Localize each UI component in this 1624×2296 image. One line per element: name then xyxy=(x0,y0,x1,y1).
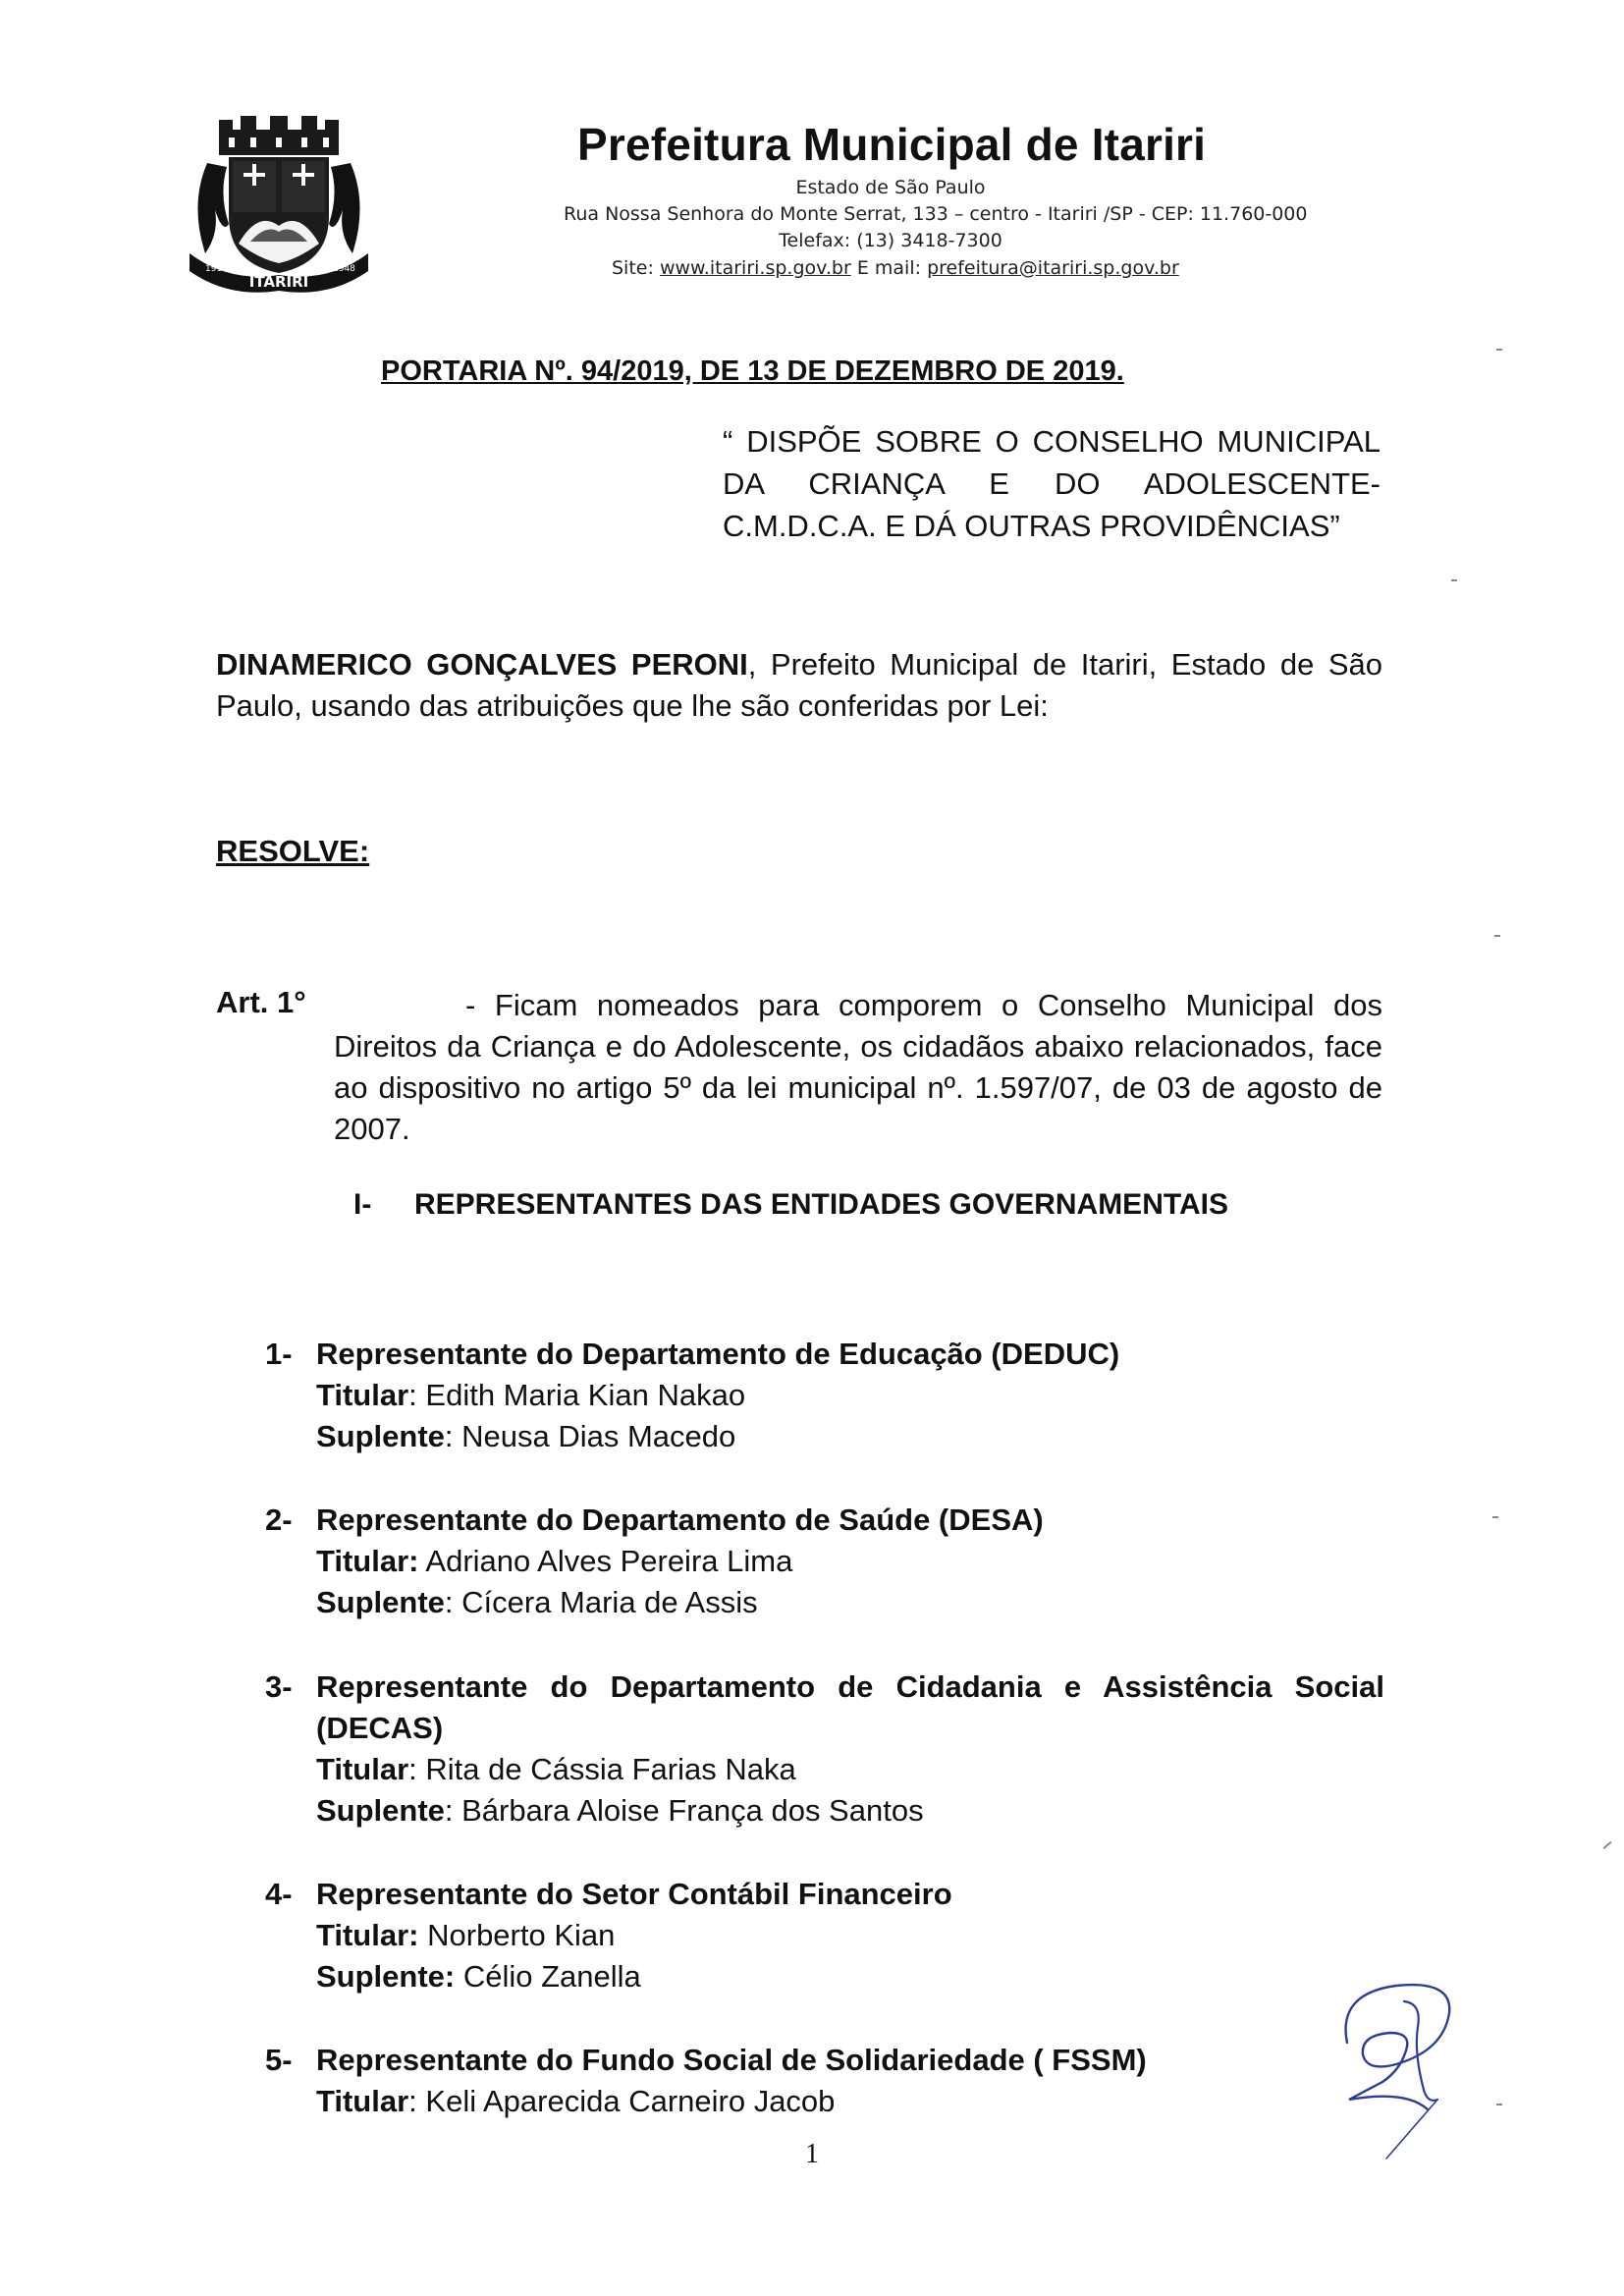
email-link[interactable]: prefeitura@itariri.sp.gov.br xyxy=(927,257,1179,279)
scan-speck xyxy=(1603,1841,1612,1849)
letterhead-state: Estado de São Paulo xyxy=(795,177,986,198)
item-number: 1- xyxy=(265,1337,293,1371)
item-titular xyxy=(316,1375,1384,1416)
item-heading: Representante do Departamento de Educação (DEDUC) xyxy=(316,1337,1120,1371)
list-item xyxy=(265,1334,1384,1457)
titular-name: : Rita de Cássia Farias Naka xyxy=(408,1752,796,1786)
titular-name: : Edith Maria Kian Nakao xyxy=(408,1378,746,1412)
email-label: E mail: xyxy=(856,257,922,279)
article-1-text xyxy=(216,985,1382,1150)
article-1-label: Art. 1° xyxy=(216,985,306,1019)
titular-label: Titular xyxy=(316,1378,409,1412)
titular-label: Titular xyxy=(316,1752,409,1786)
mayor-name: DINAMERICO GONÇALVES PERONI xyxy=(216,647,748,682)
letterhead-phone: Telefax: (13) 3418-7300 xyxy=(779,230,1002,251)
letterhead-address: Rua Nossa Senhora do Monte Serrat, 133 – centro - Itariri /SP - CEP: 11.760-000 xyxy=(564,203,1308,225)
scan-speck xyxy=(1492,1516,1498,1518)
item-titular xyxy=(316,1749,1384,1790)
item-titular xyxy=(316,1915,1384,1956)
preamble xyxy=(216,644,1382,727)
suplente-name: : Cícera Maria de Assis xyxy=(444,1585,758,1619)
item-heading: Representante do Departamento de Cidadania e Assistência Social (DECAS) xyxy=(316,1669,1384,1745)
item-number: 5- xyxy=(265,2043,293,2077)
titular-label: Titular xyxy=(316,2084,409,2118)
item-titular xyxy=(316,1541,1384,1582)
item-suplente xyxy=(316,1416,1384,1457)
suplente-name: Célio Zanella xyxy=(455,1959,641,1994)
resolve-heading: RESOLVE: xyxy=(216,834,370,868)
list-item xyxy=(265,1500,1384,1623)
scan-speck xyxy=(1451,579,1457,581)
list-item xyxy=(265,1874,1384,1997)
portaria-title: PORTARIA Nº. 94/2019, DE 13 DE DEZEMBRO DE 2019. xyxy=(381,355,1124,387)
titular-name: : Keli Aparecida Carneiro Jacob xyxy=(408,2084,836,2118)
article-1-body: - Ficam nomeados para comporem o Conselho Municipal dos Direitos da Criança e do Adolescente, os cidadãos abaixo relacionados, face ao dispositivo no artigo 5º da lei municipal nº. 1.597/07, de 03 de agosto de 2007. xyxy=(334,988,1382,1146)
item-titular xyxy=(316,2081,1384,2122)
site-label: Site: xyxy=(612,257,654,279)
section-title: REPRESENTANTES DAS ENTIDADES GOVERNAMENTAIS xyxy=(414,1188,1228,1221)
scan-speck xyxy=(1494,935,1500,937)
site-link[interactable]: www.itariri.sp.gov.br xyxy=(659,257,851,279)
titular-name: Adriano Alves Pereira Lima xyxy=(418,1544,793,1578)
scan-speck xyxy=(1496,2104,1502,2105)
letterhead-title: Prefeitura Municipal de Itariri xyxy=(577,119,1207,170)
suplente-name: : Neusa Dias Macedo xyxy=(444,1419,736,1453)
crest-year-left: 1912 xyxy=(205,264,228,274)
suplente-label: Suplente xyxy=(316,1585,445,1619)
suplente-name: : Bárbara Aloise França dos Santos xyxy=(444,1793,924,1828)
titular-name: Norberto Kian xyxy=(418,1918,616,1952)
item-number: 4- xyxy=(265,1877,293,1911)
list-item xyxy=(265,2040,1384,2122)
suplente-label: Suplente xyxy=(316,1793,445,1828)
preamble-text: , Prefeito Municipal de Itariri, Estado de São Paulo, usando das atribuições que lhe são conferidas por Lei: xyxy=(216,647,1382,723)
item-suplente xyxy=(316,1790,1384,1831)
crest-ribbon-text: ITARIRI xyxy=(248,273,309,291)
municipal-crest-logo xyxy=(189,116,368,295)
letterhead-contacts xyxy=(612,257,1179,279)
handwritten-signature xyxy=(1327,1974,1465,2160)
suplente-label: Suplente xyxy=(316,1419,445,1453)
suplente-label: Suplente: xyxy=(316,1959,456,1994)
section-number: I- xyxy=(353,1188,372,1221)
ementa: “ DISPÕE SOBRE O CONSELHO MUNICIPAL DA CRIANÇA E DO ADOLESCENTE- C.M.D.C.A. E DÁ OUTRAS PROVIDÊNCIAS” xyxy=(723,424,1380,543)
item-heading: Representante do Fundo Social de Solidariedade ( FSSM) xyxy=(316,2043,1147,2077)
list-item xyxy=(265,1667,1384,1831)
titular-label: Titular: xyxy=(316,1918,419,1952)
item-suplente xyxy=(316,1956,1384,1997)
titular-label: Titular: xyxy=(316,1544,419,1578)
page-number: 1 xyxy=(805,2139,819,2169)
crest-year-right: 1948 xyxy=(333,264,355,274)
item-number: 2- xyxy=(265,1503,293,1537)
item-heading: Representante do Setor Contábil Financeiro xyxy=(316,1877,952,1911)
scan-speck xyxy=(1496,349,1502,351)
item-heading: Representante do Departamento de Saúde (DESA) xyxy=(316,1503,1044,1537)
item-number: 3- xyxy=(265,1669,293,1704)
item-suplente xyxy=(316,1582,1384,1623)
